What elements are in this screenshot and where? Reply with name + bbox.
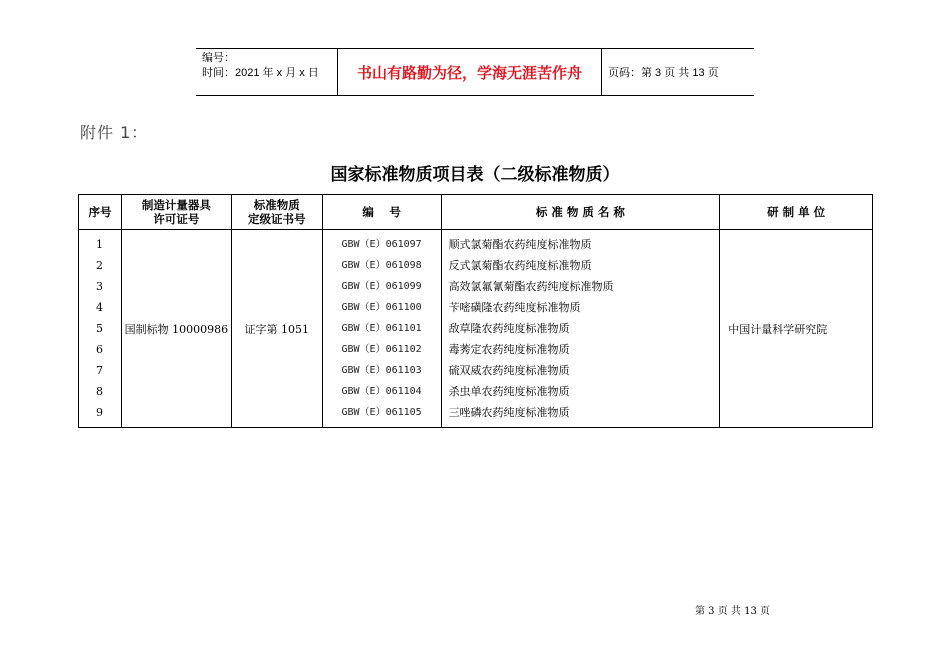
page-footer: 第 3 页 共 13 页 [695, 606, 770, 617]
row-name: 顺式氯菊酯农药纯度标准物质 [448, 238, 592, 251]
row-number: 9 [96, 406, 103, 419]
header-code: 编 号 [322, 195, 441, 230]
header-certificate-line2: 定级证书号 [247, 212, 306, 226]
row-code: GBW（E）061103 [341, 365, 422, 376]
name-column [441, 230, 720, 428]
code-label: 编号： [202, 52, 235, 64]
row-code: GBW（E）061101 [341, 323, 422, 334]
row-number: 7 [96, 364, 103, 377]
row-code: GBW（E）061105 [341, 407, 422, 418]
row-number: 4 [96, 301, 103, 314]
row-number: 3 [96, 280, 103, 293]
attachment-label: 附件 1： [80, 123, 149, 142]
header-certificate [231, 195, 322, 230]
time-label: 时间：2021 年 x 月 x 日 [202, 67, 319, 79]
code-column [322, 230, 441, 428]
row-name: 三唑磷农药纯度标准物质 [448, 406, 570, 419]
row-code: GBW（E）061097 [341, 239, 422, 250]
row-code: GBW（E）061102 [341, 344, 422, 355]
no-column [79, 230, 122, 428]
header-license-line1: 制造计量器具 [141, 198, 211, 212]
row-number: 2 [96, 259, 103, 272]
header-license-line2: 许可证号 [153, 212, 200, 226]
certificate-cell: 证字第 1051 [231, 230, 322, 428]
table-header-row [79, 195, 873, 230]
page-header [196, 48, 754, 96]
row-number: 6 [96, 343, 103, 356]
header-license [121, 195, 231, 230]
row-name: 苄嘧磺隆农药纯度标准物质 [448, 301, 581, 314]
row-name: 敌草隆农药纯度标准物质 [448, 322, 570, 335]
row-code: GBW（E）061099 [341, 281, 422, 292]
row-name: 杀虫单农药纯度标准物质 [448, 385, 570, 398]
unit-cell: 中国计量科学研究院 [720, 230, 873, 428]
row-name: 高效氯氟氰菊酯农药纯度标准物质 [448, 280, 614, 293]
row-name: 毒莠定农药纯度标准物质 [448, 343, 570, 356]
header-no: 序号 [79, 195, 122, 230]
row-number: 8 [96, 385, 103, 398]
header-meta [196, 49, 338, 95]
row-number: 5 [96, 322, 103, 335]
row-code: GBW（E）061104 [341, 386, 422, 397]
header-unit: 研 制 单 位 [720, 195, 873, 230]
standards-table [78, 194, 873, 428]
license-cell: 国制标物 10000986 [121, 230, 231, 428]
header-name: 标 准 物 质 名 称 [441, 195, 720, 230]
table-body-row [79, 230, 873, 428]
row-name: 反式氯菊酯农药纯度标准物质 [448, 259, 592, 272]
header-page-number: 页码：第 3 页 共 13 页 [608, 67, 719, 79]
document-title: 国家标准物质项目表（二级标准物质） [330, 165, 620, 185]
row-number: 1 [96, 238, 103, 251]
header-motto: 书山有路勤为径，学海无涯苦作舟 [338, 49, 602, 95]
header-certificate-line1: 标准物质 [253, 198, 300, 212]
row-code: GBW（E）061098 [341, 260, 422, 271]
row-name: 硫双威农药纯度标准物质 [448, 364, 570, 377]
row-code: GBW（E）061100 [341, 302, 422, 313]
